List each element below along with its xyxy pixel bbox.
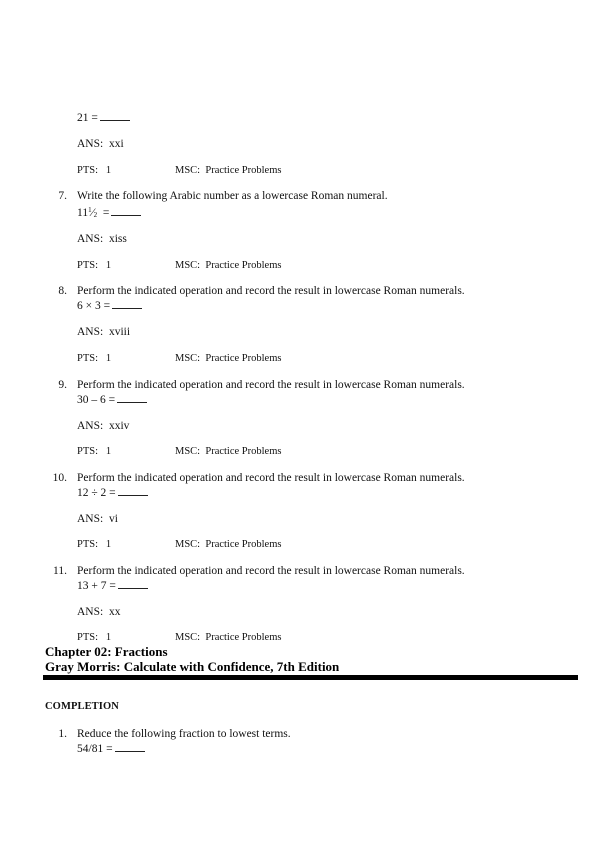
answer-blank [118, 578, 148, 589]
section-title: COMPLETION [45, 701, 119, 712]
question-10-expression [77, 485, 148, 500]
answer-blank [112, 298, 142, 309]
answer-value: xxi [108, 138, 124, 150]
question-6-expression [77, 110, 130, 125]
question-7-answer [77, 232, 127, 246]
question-10-text: Perform the indicated operation and record the result in lowercase Roman numerals. [77, 472, 465, 484]
answer-label: ANS: [77, 233, 104, 245]
question-9-number: 9. [58, 379, 67, 391]
question-9-expression [77, 392, 147, 407]
answer-label: ANS: [77, 513, 104, 525]
question-10-number: 10. [52, 472, 67, 484]
question-8-text: Perform the indicated operation and record the result in lowercase Roman numerals. [77, 285, 465, 297]
answer-value: xxiv [108, 420, 130, 432]
expression-text: 30 – 6 = [77, 394, 116, 406]
question-7-meta [77, 259, 281, 273]
msc-label: MSC: [175, 446, 201, 457]
question-6-meta [77, 164, 281, 178]
pts-label: PTS: [77, 353, 99, 364]
expression-text: 54/81 = [77, 743, 113, 755]
pts-value: 1 [105, 165, 112, 176]
question-8-number: 8. [58, 285, 67, 297]
expression-text: 12 ÷ 2 = [77, 487, 116, 499]
answer-label: ANS: [77, 420, 104, 432]
answer-blank [100, 110, 130, 121]
header-rule [43, 675, 578, 680]
pts-label: PTS: [77, 446, 99, 457]
pts-value: 1 [105, 632, 112, 643]
expression-text: 13 + 7 = [77, 580, 116, 592]
mixed-number-whole: 11 [77, 207, 89, 219]
next-question-expression [77, 741, 145, 756]
expression-text: 21 = [77, 112, 98, 124]
question-7-number: 7. [58, 190, 67, 202]
msc-value: Practice Problems [205, 446, 282, 457]
msc-value: Practice Problems [205, 539, 282, 550]
question-10-answer [77, 512, 118, 526]
msc-label: MSC: [175, 632, 201, 643]
msc-label: MSC: [175, 165, 201, 176]
question-7-text: Write the following Arabic number as a lowercase Roman numeral. [77, 190, 388, 202]
pts-label: PTS: [77, 165, 99, 176]
question-9-answer [77, 419, 129, 433]
msc-label: MSC: [175, 260, 201, 271]
msc-label: MSC: [175, 539, 201, 550]
pts-value: 1 [105, 353, 112, 364]
next-question-text: Reduce the following fraction to lowest terms. [77, 728, 291, 740]
pts-label: PTS: [77, 539, 99, 550]
answer-blank [117, 392, 147, 403]
answer-blank [118, 485, 148, 496]
question-6-answer [77, 137, 124, 151]
question-11-answer [77, 605, 120, 619]
question-8-answer [77, 325, 130, 339]
fraction-denominator: 2 [93, 211, 98, 219]
pts-value: 1 [105, 446, 112, 457]
msc-label: MSC: [175, 353, 201, 364]
question-8-expression [77, 298, 142, 313]
pts-label: PTS: [77, 632, 99, 643]
msc-value: Practice Problems [205, 260, 282, 271]
answer-label: ANS: [77, 606, 104, 618]
answer-label: ANS: [77, 138, 104, 150]
msc-value: Practice Problems [205, 353, 282, 364]
question-10-meta [77, 538, 281, 552]
answer-value: vi [108, 513, 118, 525]
answer-value: xx [108, 606, 121, 618]
question-9-text: Perform the indicated operation and record the result in lowercase Roman numerals. [77, 379, 465, 391]
pts-label: PTS: [77, 260, 99, 271]
fraction-numerator: 1 [88, 206, 92, 214]
expression-equals: = [99, 207, 110, 219]
book-title: Gray Morris: Calculate with Confidence, 7th Edition [45, 659, 340, 674]
pts-value: 1 [105, 260, 112, 271]
answer-value: xiss [108, 233, 127, 245]
msc-value: Practice Problems [205, 165, 282, 176]
chapter-title: Chapter 02: Fractions [45, 644, 168, 659]
question-11-expression [77, 578, 148, 593]
question-11-meta [77, 631, 281, 645]
question-11-number: 11. [53, 565, 67, 577]
answer-value: xviii [108, 326, 131, 338]
question-7-expression [77, 203, 141, 222]
pts-value: 1 [105, 539, 112, 550]
answer-blank [115, 741, 145, 752]
question-8-meta [77, 352, 281, 366]
answer-label: ANS: [77, 326, 104, 338]
fraction-slash: ⁄ [91, 205, 94, 219]
answer-blank [111, 205, 141, 216]
msc-value: Practice Problems [205, 632, 282, 643]
next-question-number: 1. [58, 728, 67, 740]
question-11-text: Perform the indicated operation and record the result in lowercase Roman numerals. [77, 565, 465, 577]
expression-text: 6 × 3 = [77, 300, 111, 312]
question-9-meta [77, 445, 281, 459]
